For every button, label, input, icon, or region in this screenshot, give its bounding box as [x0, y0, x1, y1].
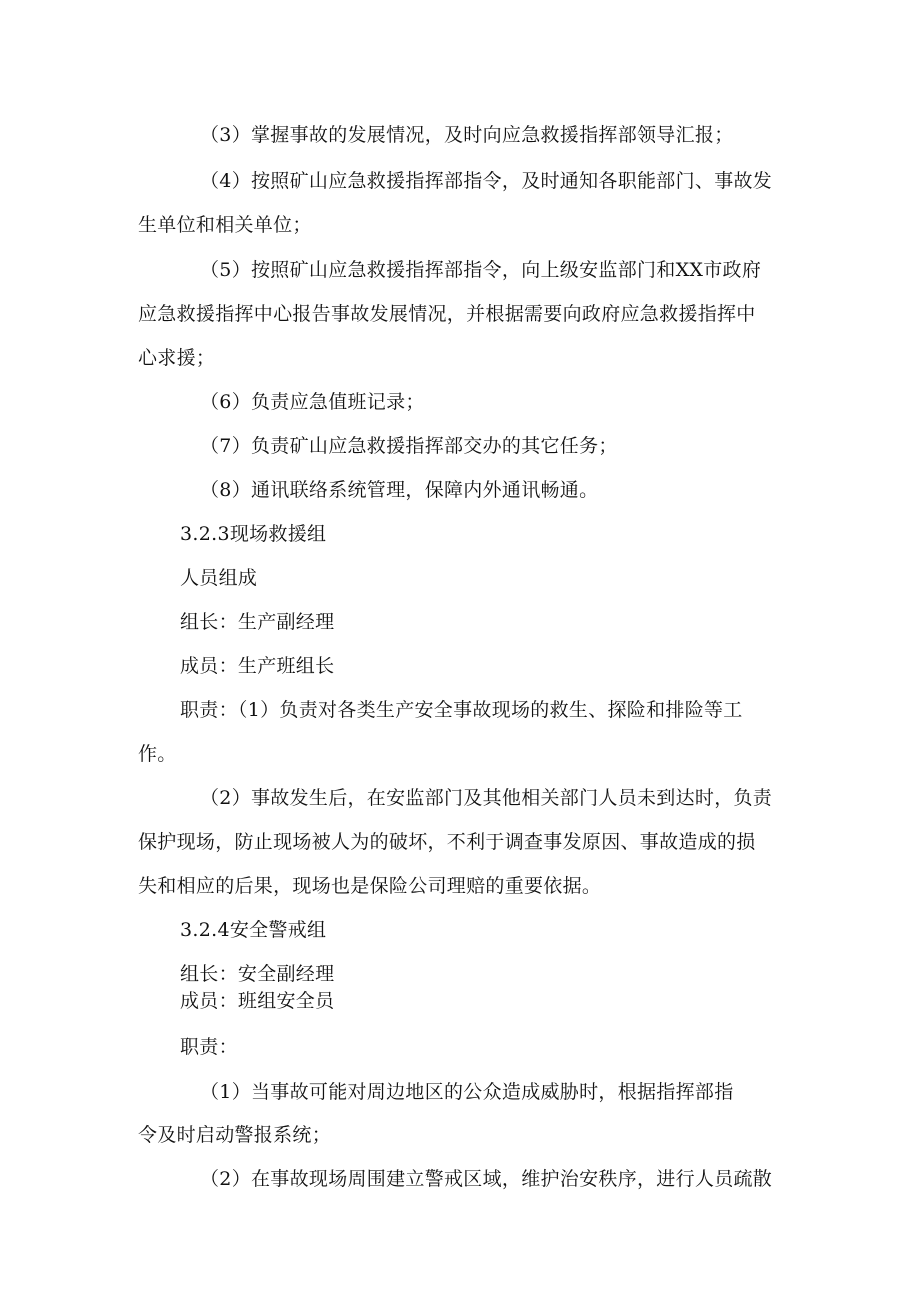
paragraph-line: 生单位和相关单位； [138, 214, 312, 236]
paragraph-line: （2）在事故现场周围建立警戒区域，维护治安秩序，进行人员疏散 [200, 1168, 773, 1190]
section-heading: 3.2.3现场救援组 [180, 523, 327, 545]
paragraph-line: （8）通讯联络系统管理，保障内外通讯畅通。 [200, 479, 599, 501]
paragraph-line: 成员：班组安全员 [180, 990, 335, 1012]
paragraph-line: 成员：生产班组长 [180, 655, 335, 677]
paragraph-line: 职责： [180, 1036, 238, 1058]
paragraph-line: （4）按照矿山应急救援指挥部指令，及时通知各职能部门、事故发 [200, 170, 773, 192]
section-heading: 3.2.4安全警戒组 [180, 919, 327, 941]
paragraph-line: （2）事故发生后，在安监部门及其他相关部门人员未到达时，负责 [200, 787, 773, 809]
paragraph-line: （6）负责应急值班记录； [200, 391, 425, 413]
paragraph-line: 心求援； [138, 347, 216, 369]
paragraph-line: 组长：生产副经理 [180, 611, 335, 633]
paragraph-line: （1）当事故可能对周边地区的公众造成威胁时，根据指挥部指 [200, 1081, 734, 1103]
paragraph-line: 失和相应的后果，现场也是保险公司理赔的重要依据。 [138, 875, 602, 897]
paragraph-line: 作。 [138, 743, 177, 765]
paragraph-line: 职责：（1）负责对各类生产安全事故现场的救生、探险和排险等工 [180, 699, 743, 721]
paragraph-line: 人员组成 [180, 567, 258, 589]
paragraph-line: 组长：安全副经理 [180, 963, 335, 985]
paragraph-line: 应急救援指挥中心报告事故发展情况，并根据需要向政府应急救援指挥中 [138, 303, 756, 325]
paragraph-line: （3）掌握事故的发展情况，及时向应急救援指挥部领导汇报； [200, 124, 734, 146]
paragraph-line: （5）按照矿山应急救援指挥部指令，向上级安监部门和XX市政府 [200, 259, 762, 281]
paragraph-line: 保护现场，防止现场被人为的破坏，不利于调查事发原因、事故造成的损 [138, 831, 756, 853]
paragraph-line: （7）负责矿山应急救援指挥部交办的其它任务； [200, 435, 618, 457]
paragraph-line: 令及时启动警报系统； [138, 1124, 332, 1146]
